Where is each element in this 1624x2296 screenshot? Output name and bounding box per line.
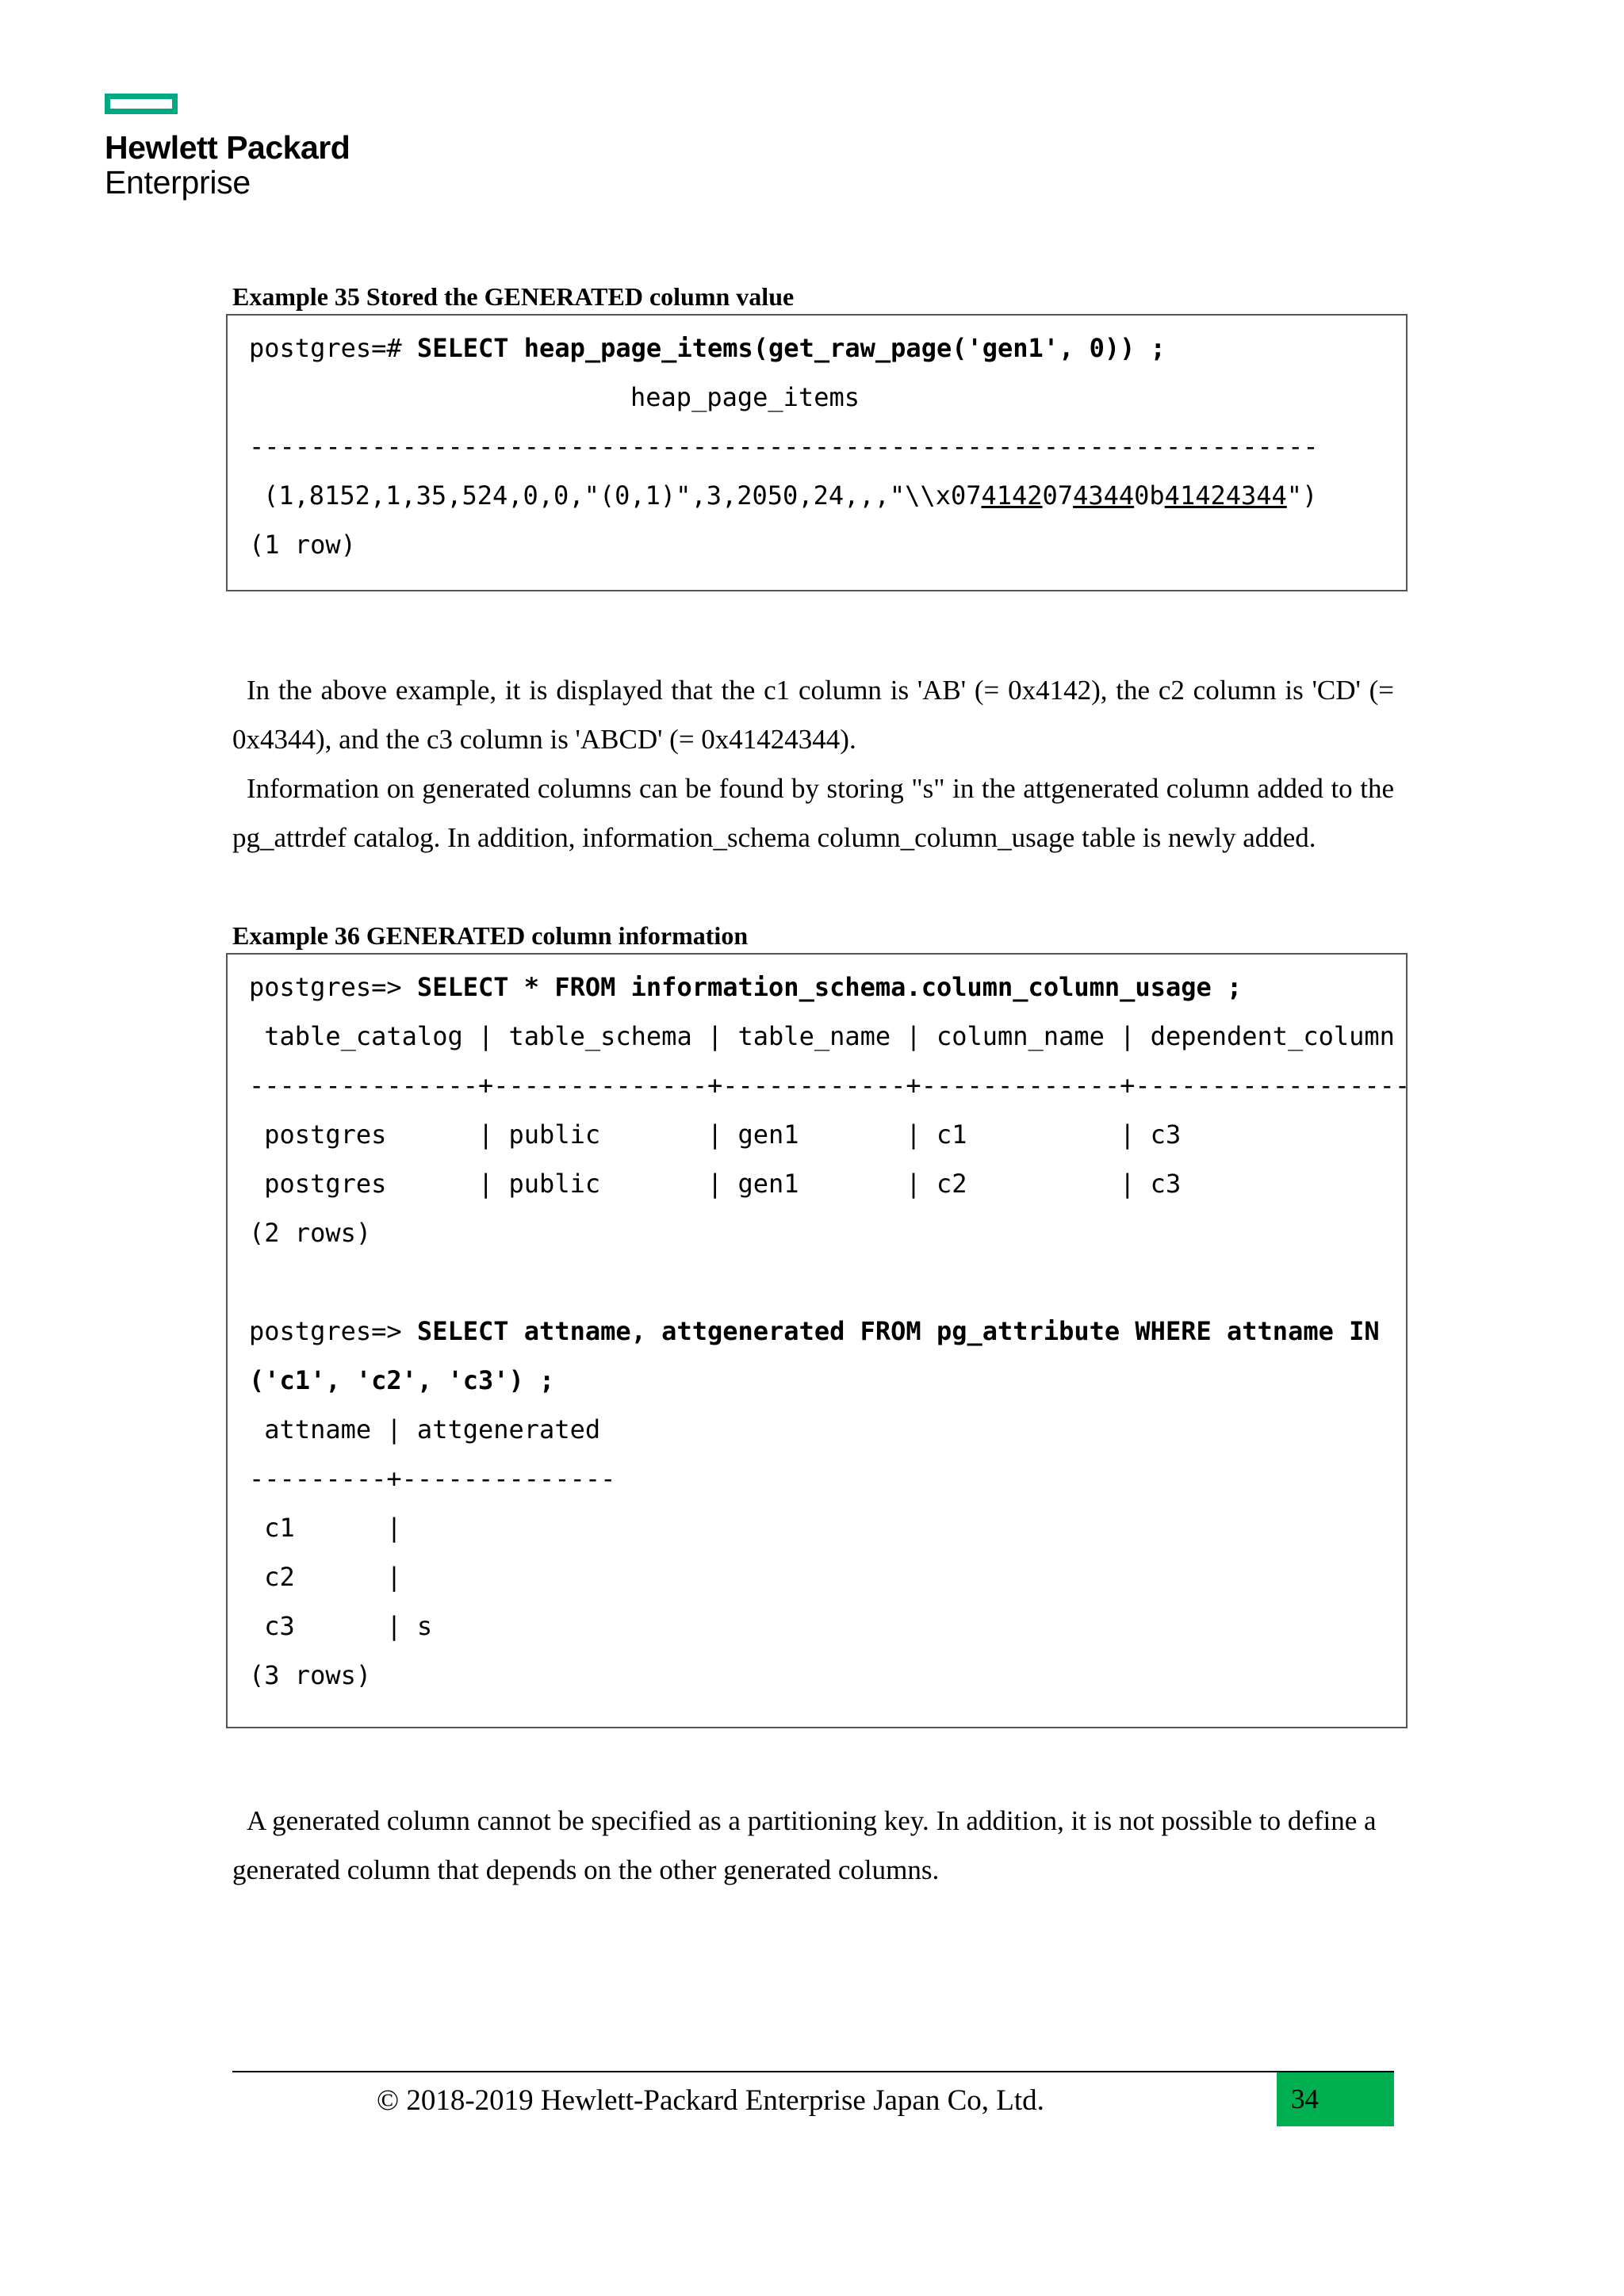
command-line-2-continued: ('c1', 'c2', 'c3') ;: [249, 1365, 555, 1395]
example36-code-block: [226, 953, 1411, 1728]
footer-copyright: © 2018-2019 Hewlett-Packard Enterprise Japan Co, Ltd.: [377, 2084, 1044, 2117]
page-number-box: [1277, 2072, 1394, 2126]
prompt: postgres=#: [249, 333, 417, 363]
paragraph-sentence: In the above example, it is displayed that the c1 column is 'AB' (= 0x4142), the c2 column is 'CD' (= 0x4344), and the c3 column is 'ABCD' (= 0x41424344).: [232, 675, 1394, 755]
logo-rectangle-icon: [105, 94, 178, 114]
explanation-paragraph: [232, 666, 1394, 863]
example35-caption: Example 35 Stored the GENERATED column value: [232, 282, 795, 311]
result-row: (1,8152,1,35,524,0,0,"(0,1)",3,2050,24,,,"\\x0741420743440b41424344"): [263, 480, 1318, 511]
paragraph-sentence: A generated column cannot be specified as a partitioning key. In addition, it is not possible to define a generated column that depends on the other generated columns.: [232, 1805, 1377, 1885]
logo-line1: Hewlett Packard: [105, 129, 350, 166]
sql-command: SELECT heap_page_items(get_raw_page('gen1', 0)) ;: [416, 333, 1166, 363]
table-row: c3 | s: [249, 1611, 433, 1641]
table-header: attname | attgenerated: [249, 1414, 601, 1445]
command-line-2: postgres=> SELECT attname, attgenerated FROM pg_attribute WHERE attname IN: [249, 1316, 1380, 1346]
example35-command-line: [228, 323, 1406, 373]
command-line-1: postgres=> SELECT * FROM information_schema.column_column_usage ;: [249, 972, 1243, 1002]
table-row: postgres | public | gen1 | c1 | c3: [249, 1119, 1182, 1150]
table-row: c1 |: [249, 1513, 402, 1543]
result-footer: (1 row): [249, 530, 356, 560]
logo-line2: Enterprise: [105, 164, 251, 201]
table-separator: ---------+--------------: [249, 1464, 616, 1494]
table-row: c2 |: [249, 1562, 402, 1592]
table-footer: (3 rows): [249, 1660, 372, 1690]
table-row: postgres | public | gen1 | c2 | c3: [249, 1169, 1182, 1199]
table-header: table_catalog | table_schema | table_name | column_name | dependent_column: [249, 1021, 1395, 1051]
result-header: heap_page_items: [630, 382, 860, 412]
hpe-logo: [105, 94, 350, 200]
partitioning-paragraph: [232, 1797, 1394, 1895]
result-separator: ----------------------------------------------------------------------: [249, 431, 1319, 461]
paragraph-sentence: Information on generated columns can be found by storing "s" in the attgenerated column added to the pg_attrdef catalog. In addition, information_schema column_column_usage table is newly added.: [232, 773, 1394, 853]
page-number: 34: [1291, 2084, 1319, 2114]
table-separator: ---------------+--------------+------------+-------------+------------------: [249, 1070, 1411, 1100]
table-footer: (2 rows): [249, 1218, 372, 1248]
blank-line: [228, 1257, 1406, 1307]
footer-divider: [232, 2071, 1394, 2072]
example36-caption: Example 36 GENERATED column information: [232, 921, 749, 950]
example35-code-block: [226, 314, 1408, 591]
